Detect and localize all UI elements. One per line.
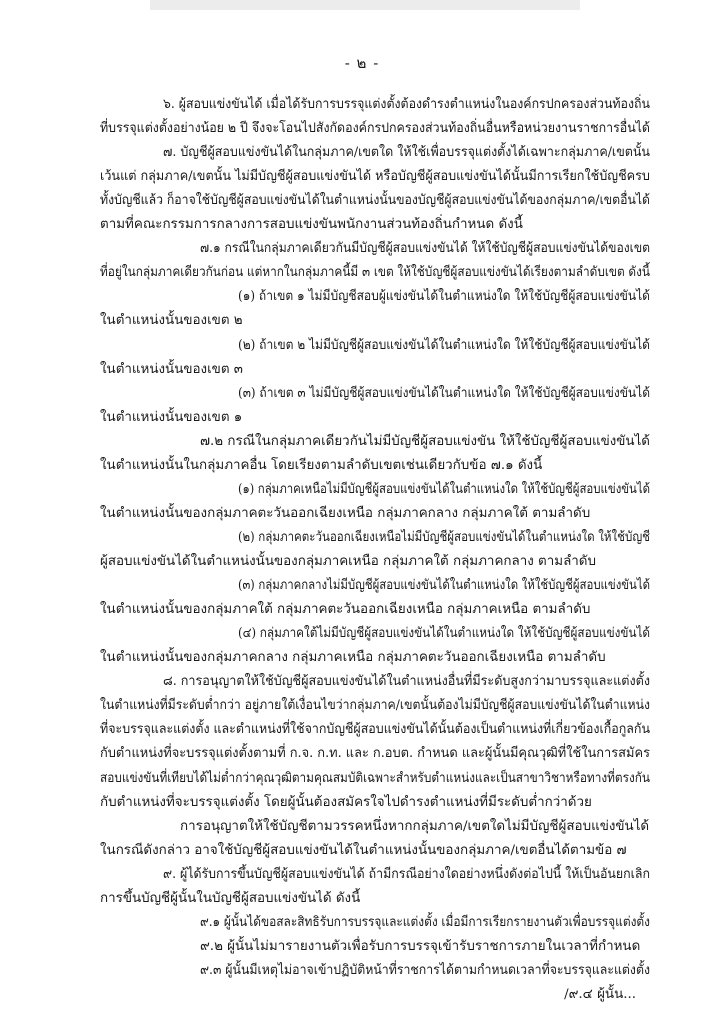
text-line: ที่จะบรรจุและแต่งตั้ง และตำแหน่งที่ใช้จากบัญชีผู้สอบแข่งขันได้นั้นต้องเป็นตำแหน่งที่เกี่ยวข้องเกื้อกูลกัน — [100, 722, 650, 737]
text-line: ในตำแหน่งนั้นของเขต ๑ — [100, 410, 243, 425]
scan-artifact — [150, 0, 580, 10]
text-line: เว้นแต่ กลุ่มภาค/เขตนั้น ไม่มีบัญชีผู้สอบแข่งขันได้ หรือบัญชีผู้สอบแข่งขันได้นั้นมีการเรียกใช้บัญชีครบ — [100, 169, 650, 184]
text-line: (๒) กลุ่มภาคตะวันออกเฉียงเหนือไม่มีบัญชีผู้สอบแข่งขันได้ในตำแหน่งใด ให้ใช้บัญชี — [238, 530, 651, 545]
text-line: ในตำแหน่งนั้นของกลุ่มภาคใต้ กลุ่มภาคตะวันออกเฉียงเหนือ กลุ่มภาคเหนือ ตามลำดับ — [100, 602, 591, 617]
text-line: ในตำแหน่งนั้นของเขต ๒ — [100, 313, 243, 328]
text-line: (๑) กลุ่มภาคเหนือไม่มีบัญชีผู้สอบแข่งขันได้ในตำแหน่งใด ให้ใช้บัญชีผู้สอบแข่งขันได้ — [238, 482, 651, 497]
text-line: ๗.๒ กรณีในกลุ่มภาคเดียวกันไม่มีบัญชีผู้สอบแข่งขัน ให้ใช้บัญชีผู้สอบแข่งขันได้ — [200, 434, 650, 449]
page-continuation: /๙.๔ ผู้นั้น... — [564, 987, 636, 1002]
text-line: ๘. การอนุญาตให้ใช้บัญชีผู้สอบแข่งขันได้ในตำแหน่งอื่นที่มีระดับสูงกว่ามาบรรจุและแต่งตั้ง — [163, 674, 651, 689]
text-line: ผู้สอบแข่งขันได้ในตำแหน่งนั้นของกลุ่มภาคเหนือ กลุ่มภาคใต้ กลุ่มภาคกลาง ตามลำดับ — [100, 554, 596, 569]
text-line: ในตำแหน่งนั้นของกลุ่มภาคตะวันออกเฉียงเหนือ กลุ่มภาคกลาง กลุ่มภาคใต้ ตามลำดับ — [100, 506, 591, 521]
text-line: กับตำแหน่งที่จะบรรจุแต่งตั้งตามที่ ก.จ. ก.ท. และ ก.อบต. กำหนด และผู้นั้นมีคุณวุฒิที่ใช้ในการสมัคร — [100, 746, 650, 761]
text-line: (๑) ถ้าเขต ๑ ไม่มีบัญชีสอบผู้แข่งขันได้ในตำแหน่งใด ให้ใช้บัญชีผู้สอบแข่งขันได้ — [238, 289, 650, 304]
text-line: ๙.๓ ผู้นั้นมีเหตุไม่อาจเข้าปฏิบัติหน้าที่ราชการได้ตามกำหนดเวลาที่จะบรรจุและแต่งตั้ง — [200, 963, 650, 978]
text-line: ที่บรรจุแต่งตั้งอย่างน้อย ๒ ปี จึงจะโอนไปสังกัดองค์กรปกครองส่วนท้องถิ่นอื่นหรือหน่วยงานราชการอื่นได้ — [100, 121, 651, 136]
page-number: - ๒ - — [344, 54, 380, 72]
text-line: ที่อยู่ในกลุ่มภาคเดียวกันก่อน แต่หากในกลุ่มภาคนี้มี ๓ เขต ให้ใช้บัญชีผู้สอบแข่งขันได้เรียงตามลำดับเขต ดังนี้ — [100, 265, 650, 280]
text-line: ๗.๑ กรณีในกลุ่มภาคเดียวกันมีบัญชีผู้สอบแข่งขันได้ ให้ใช้บัญชีผู้สอบแข่งขันได้ของเขต — [200, 241, 651, 256]
text-line: (๔) กลุ่มภาคใต้ไม่มีบัญชีผู้สอบแข่งขันได้ในตำแหน่งใด ให้ใช้บัญชีผู้สอบแข่งขันได้ — [238, 626, 651, 641]
text-line: ตามที่คณะกรรมการกลางการสอบแข่งขันพนักงานส่วนท้องถิ่นกำหนด ดังนี้ — [100, 217, 523, 232]
text-line: ในตำแหน่งที่มีระดับต่ำกว่า อยู่ภายใต้เงื่อนไขว่ากลุ่มภาค/เขตนั้นต้องไม่มีบัญชีผู้สอบแข่งขันได้ในตำแหน่ง — [100, 698, 650, 713]
text-line: ๗. บัญชีผู้สอบแข่งขันได้ในกลุ่มภาค/เขตใด ให้ใช้เพื่อบรรจุแต่งตั้งได้เฉพาะกลุ่มภาค/เขตนั้น — [163, 145, 650, 160]
text-line: ๙.๑ ผู้นั้นได้ขอสละสิทธิรับการบรรจุและแต่งตั้ง เมื่อมีการเรียกรายงานตัวเพื่อบรรจุแต่งตั้ง — [200, 915, 650, 930]
text-line: การขึ้นบัญชีผู้นั้นในบัญชีผู้สอบแข่งขันได้ ดังนี้ — [100, 891, 361, 906]
text-line: การอนุญาตให้ใช้บัญชีตามวรรคหนึ่งหากกลุ่มภาค/เขตใดไม่มีบัญชีผู้สอบแข่งขันได้ — [180, 819, 650, 834]
text-line: กับตำแหน่งที่จะบรรจุแต่งตั้ง โดยผู้นั้นต้องสมัครใจไปดำรงตำแหน่งที่มีระดับต่ำกว่าด้วย — [100, 795, 592, 810]
text-line: ๖. ผู้สอบแข่งขันได้ เมื่อได้รับการบรรจุแต่งตั้งต้องดำรงตำแหน่งในองค์กรปกครองส่วนท้องถิ่น — [163, 97, 650, 112]
text-line: ในกรณีดังกล่าว อาจใช้บัญชีผู้สอบแข่งขันได้ในตำแหน่งนั้นของกลุ่มภาค/เขตอื่นได้ตามข้อ ๗ — [100, 843, 627, 858]
text-line: สอบแข่งขันที่เทียบได้ไม่ต่ำกว่าคุณวุฒิตามคุณสมบัติเฉพาะสำหรับตำแหน่งและเป็นสาขาวิชาหรือทางที่ตรงกัน — [100, 771, 650, 786]
text-line: ในตำแหน่งนั้นในกลุ่มภาคอื่น โดยเรียงตามลำดับเขตเช่นเดียวกับข้อ ๗.๑ ดังนี้ — [100, 458, 543, 473]
text-line: (๒) ถ้าเขต ๒ ไม่มีบัญชีผู้สอบแข่งขันได้ในตำแหน่งใด ให้ใช้บัญชีผู้สอบแข่งขันได้ — [238, 338, 651, 353]
text-line: ๙. ผู้ได้รับการขึ้นบัญชีผู้สอบแข่งขันได้ ถ้ามีกรณีอย่างใดอย่างหนึ่งดังต่อไปนี้ ให้เป็นอันยกเลิก — [163, 867, 651, 882]
text-line: ทั้งบัญชีแล้ว ก็อาจใช้บัญชีผู้สอบแข่งขันได้ในตำแหน่งนั้นของบัญชีผู้สอบแข่งขันได้ของกลุ่มภาค/เขตอื่นได้ — [100, 193, 651, 208]
text-line: ในตำแหน่งนั้นของกลุ่มภาคกลาง กลุ่มภาคเหนือ กลุ่มภาคตะวันออกเฉียงเหนือ ตามลำดับ — [100, 650, 606, 665]
text-line: ๙.๒ ผู้นั้นไม่มารายงานตัวเพื่อรับการบรรจุเข้ารับราชการภายในเวลาที่กำหนด — [200, 939, 641, 954]
text-line: (๓) ถ้าเขต ๓ ไม่มีบัญชีผู้สอบแข่งขันได้ในตำแหน่งใด ให้ใช้บัญชีผู้สอบแข่งขันได้ — [238, 386, 651, 401]
text-line: (๓) กลุ่มภาคกลางไม่มีบัญชีผู้สอบแข่งขันได้ในตำแหน่งใด ให้ใช้บัญชีผู้สอบแข่งขันได้ — [238, 578, 650, 593]
text-line: ในตำแหน่งนั้นของเขต ๓ — [100, 362, 243, 377]
